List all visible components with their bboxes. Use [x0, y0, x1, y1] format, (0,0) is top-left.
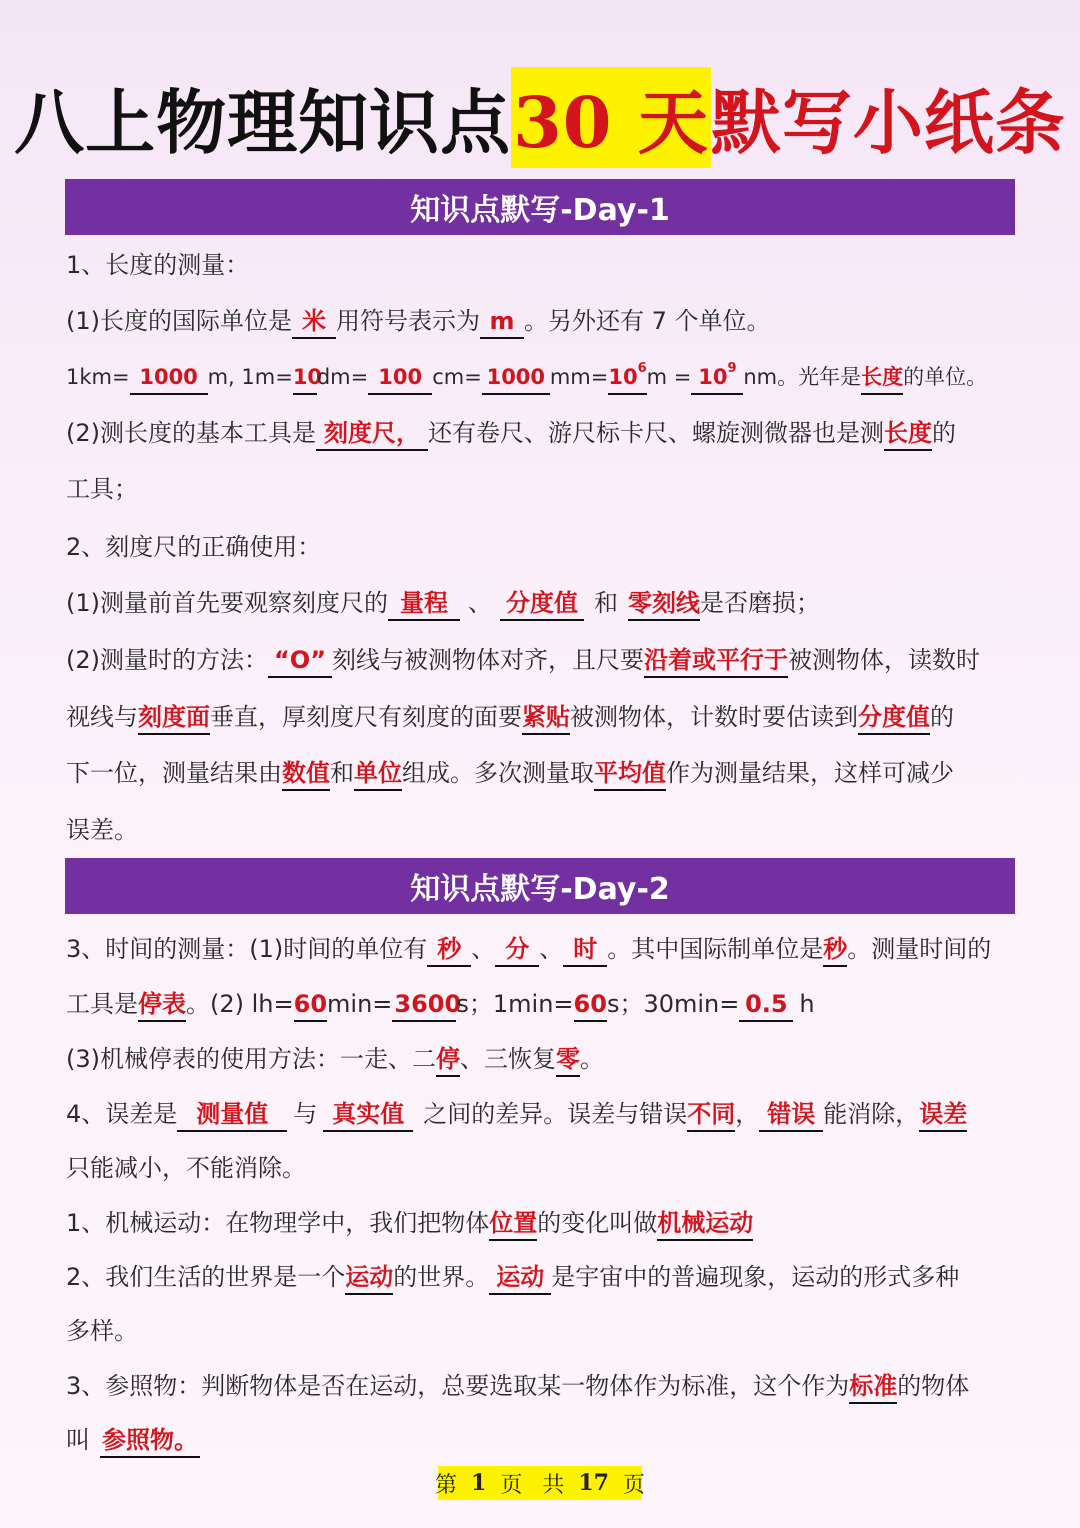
answer-blank: 分度值 [500, 587, 584, 621]
section-heading-day2: 知识点默写-Day-2 [65, 858, 1015, 914]
answer-blank: 测量值 [177, 1098, 287, 1132]
title-red: 默写小纸条 [710, 80, 1066, 164]
answer-blank: 零 [556, 1043, 580, 1077]
answer-blank: 紧贴 [522, 701, 570, 735]
answer-blank: 平均值 [594, 757, 666, 791]
answer-blank: 误差 [919, 1098, 967, 1132]
answer-blank: 10 [293, 361, 317, 395]
answer-blank: 60 [574, 988, 607, 1022]
answer-blank: 时 [563, 933, 607, 967]
title-main: 八上物理知识点 [14, 80, 512, 164]
answer-blank: 沿着或平行于 [644, 644, 788, 678]
text-line: 2、我们生活的世界是一个运动的世界。 运动 是宇宙中的普遍现象，运动的形式多种 [66, 1257, 1016, 1297]
answer-blank: “O” [268, 644, 332, 678]
text-line: 工具； [66, 475, 138, 503]
answer-blank: 零刻线 [628, 587, 700, 621]
answer-blank: 单位 [354, 757, 402, 791]
text-line: 1、长度的测量： [66, 251, 250, 279]
answer-blank: 1000 [482, 361, 550, 395]
text-line: 工具是停表。(2) lh=60min=3600s；1min=60s；30min= 0.5 h [66, 984, 1016, 1024]
text-line: 下一位，测量结果由数值和单位组成。多次测量取平均值作为测量结果，这样可减少 [66, 753, 1016, 793]
text-line: 多样。 [66, 1317, 138, 1345]
answer-blank: $10^6$ [608, 361, 646, 395]
current-page: 1 [471, 1470, 487, 1496]
answer-blank: 刻度面 [138, 701, 210, 735]
answer-blank: 100 [368, 361, 432, 395]
answer-blank: 位置 [489, 1207, 537, 1241]
text-line: 叫 参照物。 [66, 1420, 1016, 1460]
answer-blank: 停 [436, 1043, 460, 1077]
text-line: 1、机械运动：在物理学中，我们把物体位置的变化叫做机械运动 [66, 1203, 1016, 1243]
answer-blank: 米 [292, 305, 336, 339]
answer-blank: 秒 [823, 933, 847, 967]
answer-blank: 错误 [759, 1098, 823, 1132]
answer-blank: 运动 [489, 1261, 551, 1295]
text-line: 3、参照物：判断物体是否在运动，总要选取某一物体作为标准，这个作为标准的物体 [66, 1366, 1016, 1406]
answer-blank: 60 [294, 988, 327, 1022]
answer-blank: 停表 [138, 988, 186, 1022]
answer-blank: 数值 [282, 757, 330, 791]
answer-blank: 运动 [345, 1261, 393, 1295]
text-line: 4、误差是 测量值 与 真实值 之间的差异。误差与错误不同， 错误 能消除，误差 [66, 1094, 1016, 1134]
text-line: 视线与刻度面垂直，厚刻度尺有刻度的面要紧贴被测物体，计数时要估读到分度值的 [66, 697, 1016, 737]
text-line: 误差。 [66, 816, 138, 844]
text-line: 只能减小，不能消除。 [66, 1154, 306, 1182]
section-heading-day1: 知识点默写-Day-1 [65, 179, 1015, 235]
answer-blank: 分度值 [858, 701, 930, 735]
answer-blank: 3600 [392, 988, 456, 1022]
text-line: 3、时间的测量：(1)时间的单位有 秒 、 分 、 时 。其中国际制单位是秒。测量时间的 [66, 929, 1016, 969]
text-line: (2)测长度的基本工具是 刻度尺， 还有卷尺、游尺标卡尺、螺旋测微器也是测长度的 [66, 413, 1016, 453]
title-highlight: 30 天 [511, 67, 711, 168]
answer-blank: 长度 [884, 417, 932, 451]
text-line: 2、刻度尺的正确使用： [66, 533, 322, 561]
answer-blank: 参照物。 [100, 1424, 200, 1458]
answer-blank: 0.5 [739, 988, 793, 1022]
answer-blank: 真实值 [323, 1098, 413, 1132]
text-line: (1)长度的国际单位是 米 用符号表示为 m 。另外还有 7 个单位。 [66, 301, 1016, 341]
answer-blank: m [480, 305, 524, 339]
total-pages: 17 [578, 1470, 609, 1496]
page-indicator: 第 1 页 共 17 页 [438, 1466, 642, 1500]
answer-blank: 标准 [849, 1370, 897, 1404]
answer-blank: 不同 [687, 1098, 735, 1132]
text-line: (3)机械停表的使用方法：一走、二停、三恢复零。 [66, 1039, 1016, 1079]
answer-blank: 刻度尺， [316, 417, 428, 451]
page-title [0, 62, 1080, 172]
answer-blank: 量程 [388, 587, 460, 621]
text-line: (2)测量时的方法： “O” 刻线与被测物体对齐，且尺要沿着或平行于被测物体，读数时 [66, 640, 1016, 680]
answer-blank: $10^9$ [691, 361, 743, 395]
answer-blank: 长度 [861, 361, 903, 395]
answer-blank: 机械运动 [657, 1207, 753, 1241]
answer-blank: 秒 [427, 933, 471, 967]
text-line: 1km= 1000 m, 1m=10dm= 100 cm= 1000 $mm=10^6m = 10^9$ nm。光年是长度的单位。 [66, 357, 1016, 397]
answer-blank: 1000 [130, 361, 208, 395]
answer-blank: 分 [495, 933, 539, 967]
text-line: (1)测量前首先要观察刻度尺的 量程 、 分度值 和 零刻线是否磨损； [66, 583, 1016, 623]
